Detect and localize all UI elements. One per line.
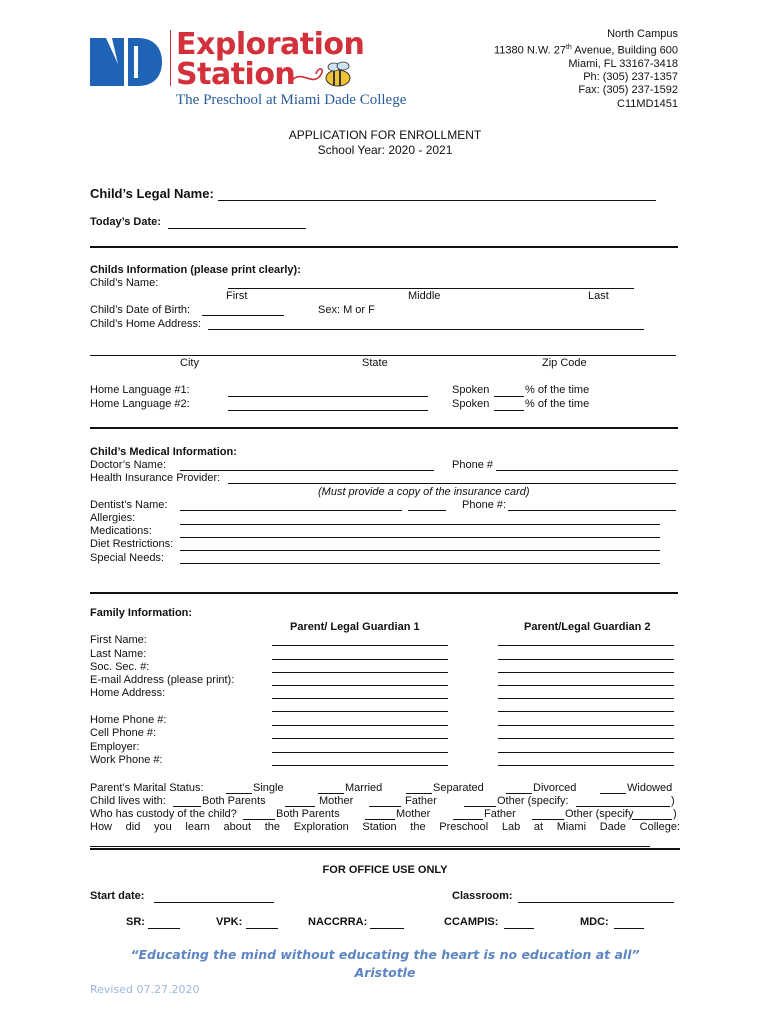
custody-other-blank[interactable]: [532, 819, 564, 820]
lives-mother-blank[interactable]: [285, 806, 315, 807]
lives-mother-label: Mother: [319, 795, 354, 807]
language1-field[interactable]: [228, 396, 428, 397]
lives-both-label: Both Parents: [202, 795, 266, 807]
ccampis-label: CCAMPIS:: [444, 916, 499, 928]
campus-fax: Fax: (305) 237-1592: [578, 84, 678, 97]
section-divider: [90, 427, 678, 429]
custody-mother-blank[interactable]: [365, 819, 395, 820]
mdc-label: MDC:: [580, 916, 609, 928]
dentist-label: Dentist’s Name:: [90, 499, 168, 511]
marital-separated-blank[interactable]: [406, 793, 432, 794]
learn-word: learn: [185, 821, 210, 833]
guardian1-cell-phone-field[interactable]: [272, 738, 448, 739]
guardian2-home-phone-field[interactable]: [498, 725, 674, 726]
marital-single-blank[interactable]: [226, 793, 252, 794]
language1-label: Home Language #1:: [90, 384, 190, 396]
marital-married-label: Married: [345, 782, 383, 794]
learn-word: did: [125, 821, 141, 833]
language2-pct-field[interactable]: [494, 410, 524, 411]
guardian2-heading: Parent/Legal Guardian 2: [524, 621, 651, 633]
insurance-label: Health Insurance Provider:: [90, 472, 221, 484]
custody-father-label: Father: [484, 808, 516, 820]
ssn-label: Soc. Sec. #:: [90, 661, 150, 673]
campus-name: North Campus: [607, 28, 678, 40]
revised-date: Revised 07.27.2020: [90, 983, 200, 996]
lives-other-label: Other (specify:: [497, 795, 569, 807]
learn-word: the: [264, 821, 281, 833]
language2-spoken-label: Spoken: [452, 398, 490, 410]
dentist-phone-label: Phone #:: [462, 499, 507, 511]
marital-status-label: Parent’s Marital Status:: [90, 782, 204, 794]
guardian1-address2-field[interactable]: [272, 711, 448, 712]
diet-label: Diet Restrictions:: [90, 538, 174, 550]
lives-father-label: Father: [405, 795, 437, 807]
marital-widowed-blank[interactable]: [600, 793, 626, 794]
marital-divorced-label: Divorced: [533, 782, 577, 794]
guardian1-employer-field[interactable]: [272, 752, 448, 753]
marital-widowed-label: Widowed: [627, 782, 673, 794]
campus-city: Miami, FL 33167-3418: [568, 58, 678, 71]
language2-label: Home Language #2:: [90, 398, 190, 410]
logo-line2: Station: [176, 57, 296, 92]
state-label: State: [362, 357, 388, 369]
language2-pct-label: % of the time: [525, 398, 590, 410]
section-divider: [90, 592, 678, 594]
learn-word: Dade: [599, 821, 626, 833]
custody-father-blank[interactable]: [453, 819, 483, 820]
campus-phone: Ph: (305) 237-1357: [583, 71, 678, 84]
learn-word: How: [90, 821, 113, 833]
guardian2-employer-field[interactable]: [498, 752, 674, 753]
learn-word: Exploration: [293, 821, 349, 833]
naccrra-field[interactable]: [370, 928, 404, 929]
lives-other-close: ): [671, 795, 675, 807]
medications-label: Medications:: [90, 525, 152, 537]
first-name-label: First Name:: [90, 634, 147, 646]
office-heading: FOR OFFICE USE ONLY: [322, 864, 448, 876]
learn-word: the: [410, 821, 426, 833]
learn-question: [90, 821, 680, 833]
special-needs-field[interactable]: [180, 563, 660, 564]
lives-both-blank[interactable]: [173, 806, 201, 807]
learn-word: at: [533, 821, 544, 833]
custody-other-close: ): [673, 808, 677, 820]
learn-word: you: [154, 821, 172, 833]
child-name-label: Child’s Name:: [90, 277, 159, 289]
home-phone-label: Home Phone #:: [90, 714, 167, 726]
language1-spoken-label: Spoken: [452, 384, 490, 396]
guardian2-address-field[interactable]: [498, 698, 674, 699]
vpk-label: VPK:: [216, 916, 243, 928]
guardian2-work-phone-field[interactable]: [498, 765, 674, 766]
insurance-note: (Must provide a copy of the insurance card): [318, 486, 530, 498]
family-heading: Family Information:: [90, 607, 193, 619]
bee-icon: [290, 60, 356, 90]
naccrra-label: NACCRRA:: [308, 916, 368, 928]
custody-other-label: Other (specify: [565, 808, 634, 820]
marital-divorced-blank[interactable]: [506, 793, 532, 794]
learn-word: Station: [362, 821, 397, 833]
logo-tagline: The Preschool at Miami Dade College: [176, 92, 407, 108]
doctor-field[interactable]: [180, 470, 434, 471]
doctor-phone-field[interactable]: [496, 470, 678, 471]
lives-father-blank[interactable]: [369, 806, 401, 807]
campus-address: [418, 28, 678, 111]
dob-label: Child’s Date of Birth:: [90, 304, 191, 316]
guardian1-last-name-field[interactable]: [272, 659, 448, 660]
marital-married-blank[interactable]: [318, 793, 344, 794]
allergies-field[interactable]: [180, 524, 660, 525]
last-label: Last: [588, 290, 609, 302]
guardian1-email-field[interactable]: [272, 685, 448, 686]
learn-word: Lab: [501, 821, 521, 833]
custody-other-field[interactable]: [632, 819, 672, 820]
dentist-phone-field[interactable]: [508, 510, 676, 511]
address-line2-field[interactable]: [90, 355, 676, 356]
learn-word: Preschool: [439, 821, 489, 833]
special-needs-label: Special Needs:: [90, 552, 164, 564]
form-title: APPLICATION FOR ENROLLMENT: [288, 128, 482, 142]
guardian2-address2-field[interactable]: [498, 711, 674, 712]
guardian1-home-phone-field[interactable]: [272, 725, 448, 726]
sr-field[interactable]: [148, 928, 180, 929]
mdc-field[interactable]: [614, 928, 644, 929]
classroom-field[interactable]: [518, 902, 674, 903]
sex-label[interactable]: Sex: M or F: [318, 304, 375, 316]
allergies-label: Allergies:: [90, 512, 136, 524]
city-label: City: [180, 357, 199, 369]
dentist-field[interactable]: [180, 510, 402, 511]
medical-heading: Child’s Medical Information:: [90, 446, 237, 458]
guardian2-ssn-field[interactable]: [498, 672, 674, 673]
dentist-field-extra[interactable]: [408, 510, 446, 511]
guardian2-last-name-field[interactable]: [498, 659, 674, 660]
home-address-field[interactable]: [208, 329, 644, 330]
start-date-field[interactable]: [154, 902, 274, 903]
cell-phone-label: Cell Phone #:: [90, 727, 157, 739]
employer-label: Employer:: [90, 741, 140, 753]
diet-field[interactable]: [180, 550, 660, 551]
guardian1-heading: Parent/ Legal Guardian 1: [290, 621, 420, 633]
guardian2-cell-phone-field[interactable]: [498, 738, 674, 739]
learn-word: College:: [639, 821, 680, 833]
custody-both-label: Both Parents: [276, 808, 340, 820]
home-address-label-family: Home Address:: [90, 687, 166, 699]
legal-name-label: Child’s Legal Name:: [90, 186, 214, 201]
custody-both-blank[interactable]: [243, 819, 275, 820]
language1-pct-field[interactable]: [494, 396, 524, 397]
mdc-logo-mark-icon: [90, 34, 162, 86]
language2-field[interactable]: [228, 410, 428, 411]
campus-code: C11MD1451: [617, 97, 678, 110]
legal-name-field[interactable]: [218, 200, 656, 201]
guardian2-email-field[interactable]: [498, 685, 674, 686]
custody-mother-label: Mother: [396, 808, 431, 820]
marital-single-label: Single: [253, 782, 284, 794]
school-year: School Year: 2020 - 2021: [317, 143, 453, 157]
classroom-label: Classroom:: [452, 890, 513, 902]
quote-text: “Educating the mind without educating the heart is no education at all”: [130, 947, 640, 962]
learn-word: about: [223, 821, 252, 833]
lives-with-label: Child lives with:: [90, 795, 166, 807]
child-name-field[interactable]: [228, 288, 634, 289]
lives-other-blank[interactable]: [464, 806, 496, 807]
middle-label: Middle: [408, 290, 441, 302]
start-date-label: Start date:: [90, 890, 145, 902]
learn-word: Miami: [556, 821, 587, 833]
work-phone-label: Work Phone #:: [90, 754, 163, 766]
zip-label: Zip Code: [542, 357, 587, 369]
custody-label: Who has custody of the child?: [90, 808, 237, 820]
quote-author: Aristotle: [354, 965, 416, 980]
child-info-heading: Childs Information (please print clearly):: [90, 264, 301, 276]
guardian1-ssn-field[interactable]: [272, 672, 448, 673]
doctor-label: Doctor’s Name:: [90, 459, 167, 471]
logo: [90, 28, 430, 114]
lives-other-field[interactable]: [576, 806, 670, 807]
section-divider: [90, 848, 680, 850]
first-label: First: [226, 290, 248, 302]
campus-street: 11380 N.W. 27th Avenue, Building 600: [493, 44, 678, 57]
home-address-label: Child’s Home Address:: [90, 318, 202, 330]
todays-date-label: Today’s Date:: [90, 216, 161, 228]
insurance-field[interactable]: [228, 483, 676, 484]
doctor-phone-label: Phone #: [452, 459, 493, 471]
vpk-field[interactable]: [246, 928, 278, 929]
sr-label: SR:: [126, 916, 145, 928]
language1-pct-label: % of the time: [525, 384, 590, 396]
dob-field[interactable]: [202, 315, 284, 316]
email-label: E-mail Address (please print):: [90, 674, 235, 686]
section-divider: [90, 246, 678, 248]
learn-answer-field[interactable]: [90, 846, 650, 847]
guardian1-work-phone-field[interactable]: [272, 765, 448, 766]
last-name-label: Last Name:: [90, 648, 147, 660]
todays-date-field[interactable]: [168, 228, 306, 229]
logo-line1: Exploration: [176, 27, 365, 62]
guardian1-address-field[interactable]: [272, 698, 448, 699]
guardian2-first-name-field[interactable]: [498, 645, 674, 646]
medications-field[interactable]: [180, 537, 660, 538]
ccampis-field[interactable]: [504, 928, 534, 929]
marital-separated-label: Separated: [433, 782, 484, 794]
guardian1-first-name-field[interactable]: [272, 645, 448, 646]
